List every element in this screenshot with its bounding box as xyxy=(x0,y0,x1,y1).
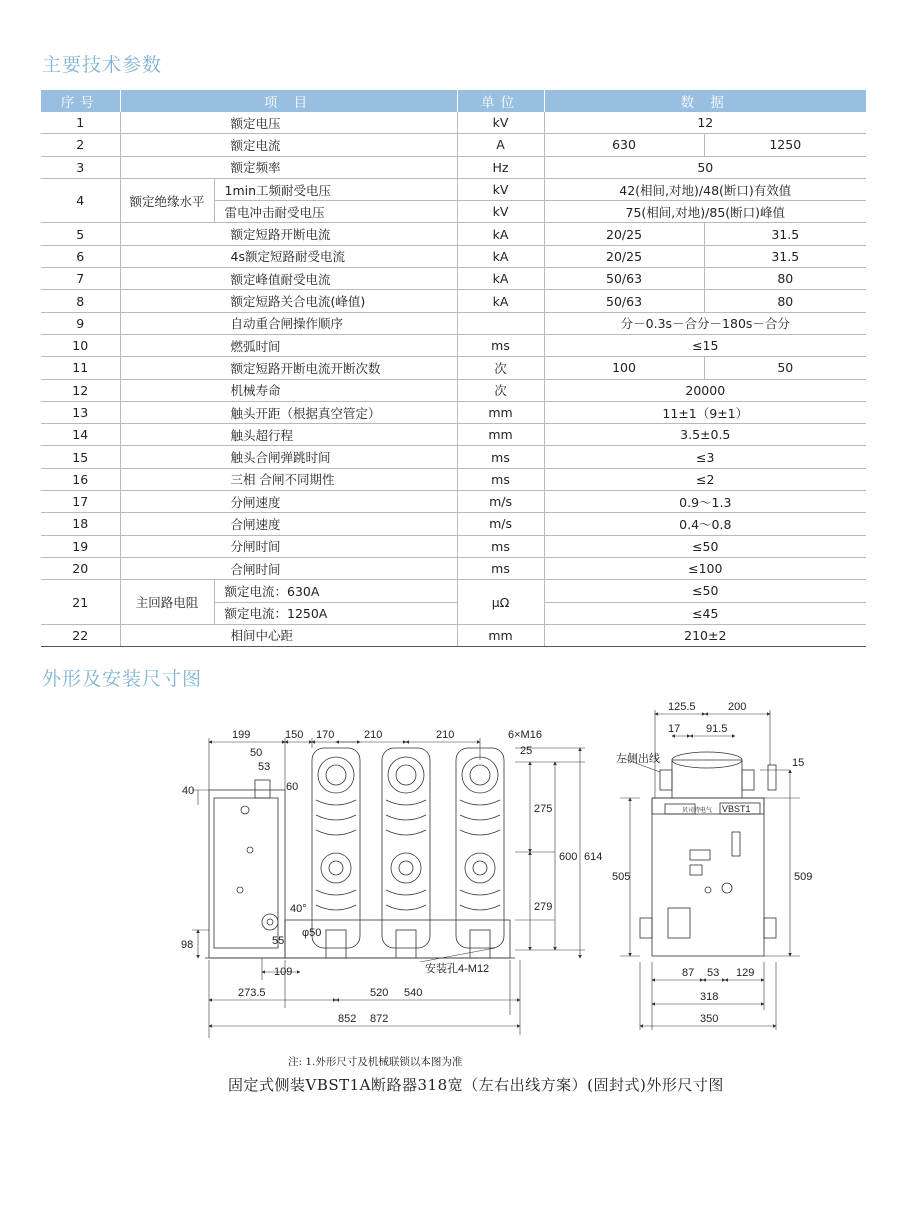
cell-unit: kV xyxy=(457,112,544,134)
table-row xyxy=(41,446,866,468)
cell-value: ≤50 xyxy=(544,535,866,557)
cell-value: 0.4～0.8 xyxy=(544,513,866,535)
cell-no: 3 xyxy=(41,156,120,178)
side-dim-15: 15 xyxy=(792,757,805,769)
cell-unit: ms xyxy=(457,535,544,557)
cell-unit: kV xyxy=(457,178,544,200)
table-row xyxy=(41,401,866,423)
side-dim-509: 509 xyxy=(794,871,813,883)
dim-98: 98 xyxy=(181,939,194,951)
table-row xyxy=(41,290,866,312)
cell-item: 额定短路关合电流(峰值) xyxy=(120,290,457,312)
cell-unit xyxy=(457,312,544,334)
base-frame xyxy=(285,920,510,958)
cell-item: 自动重合闸操作顺序 xyxy=(120,312,457,334)
table-row xyxy=(41,535,866,557)
cell-item: 雷电冲击耐受电压 xyxy=(214,201,457,223)
side-dim-125: 125.5 xyxy=(668,701,696,713)
cell-item: 相间中心距 xyxy=(120,624,457,646)
cell-item: 合闸速度 xyxy=(120,513,457,535)
side-dim-505: 505 xyxy=(612,871,631,883)
drawing-caption: 固定式侧装VBST1A断路器318宽（左右出线方案）(固封式)外形尺寸图 xyxy=(228,1076,724,1094)
cell-value-1: 50/63 xyxy=(544,268,704,290)
cell-value: ≤100 xyxy=(544,557,866,579)
cell-value-2: 31.5 xyxy=(704,223,866,245)
cell-value-1: 50/63 xyxy=(544,290,704,312)
dim-109: 109 xyxy=(274,966,293,978)
cell-item: 合闸时间 xyxy=(120,557,457,579)
cell-value: ≤3 xyxy=(544,446,866,468)
table-row xyxy=(41,513,866,535)
cell-unit: kA xyxy=(457,245,544,267)
cell-no: 10 xyxy=(41,334,120,356)
cell-no: 20 xyxy=(41,557,120,579)
table-row xyxy=(41,557,866,579)
dim-520: 520 xyxy=(370,987,389,999)
dim-210-a: 210 xyxy=(364,729,383,741)
table-row xyxy=(41,334,866,356)
cell-unit: mm xyxy=(457,424,544,446)
cell-value-2: 1250 xyxy=(704,134,866,156)
cell-item: 额定电流 xyxy=(120,134,457,156)
side-dim-91: 91.5 xyxy=(706,723,728,735)
cell-item: 触头合闸弹跳时间 xyxy=(120,446,457,468)
cell-value-2: 80 xyxy=(704,290,866,312)
cell-item: 触头开距（根据真空管定） xyxy=(120,401,457,423)
table-row xyxy=(41,312,866,334)
dim-872: 872 xyxy=(370,1013,389,1025)
cell-item: 额定频率 xyxy=(120,156,457,178)
dim-25: 25 xyxy=(520,745,533,757)
cell-no: 22 xyxy=(41,624,120,646)
cell-item: 触头超行程 xyxy=(120,424,457,446)
dim-540: 540 xyxy=(404,987,423,999)
cell-no: 11 xyxy=(41,357,120,379)
dim-600: 600 xyxy=(559,851,578,863)
cell-value-2: 50 xyxy=(704,357,866,379)
cell-unit: ms xyxy=(457,334,544,356)
cell-item: 4s额定短路耐受电流 xyxy=(120,245,457,267)
cell-no: 9 xyxy=(41,312,120,334)
dim-40: 40 xyxy=(182,785,195,797)
cell-item: 额定短路开断电流开断次数 xyxy=(120,357,457,379)
cell-item: 分闸时间 xyxy=(120,535,457,557)
table-row xyxy=(41,268,866,290)
cell-no: 13 xyxy=(41,401,120,423)
dimension-drawing xyxy=(0,690,900,1050)
table-row xyxy=(41,357,866,379)
dim-275: 275 xyxy=(534,803,553,815)
dim-210-b: 210 xyxy=(436,729,455,741)
cell-no: 8 xyxy=(41,290,120,312)
cell-no: 17 xyxy=(41,491,120,513)
cell-unit: 次 xyxy=(457,357,544,379)
table-row xyxy=(41,134,866,156)
brand-label: 贝司特电气 xyxy=(682,808,713,814)
section-title-dimensions: 外形及安装尺寸图 xyxy=(42,668,203,690)
table-row xyxy=(41,424,866,446)
cell-no: 1 xyxy=(41,112,120,134)
cell-value: 20000 xyxy=(544,379,866,401)
cell-no: 14 xyxy=(41,424,120,446)
dim-273: 273.5 xyxy=(238,987,266,999)
dim-852: 852 xyxy=(338,1013,357,1025)
dim-angle-40: 40° xyxy=(290,903,307,915)
cell-item: 燃弧时间 xyxy=(120,334,457,356)
header-unit: 单位 xyxy=(457,90,544,112)
cell-no: 18 xyxy=(41,513,120,535)
cell-unit: ms xyxy=(457,468,544,490)
side-dim-87: 87 xyxy=(682,967,695,979)
cell-value-2: 31.5 xyxy=(704,245,866,267)
cell-no: 4 xyxy=(41,178,120,223)
cell-unit: kV xyxy=(457,201,544,223)
spec-table xyxy=(41,90,866,647)
cell-unit: A xyxy=(457,134,544,156)
cell-value: 分－0.3s－合分－180s－合分 xyxy=(544,312,866,334)
table-row xyxy=(41,491,866,513)
cell-no: 16 xyxy=(41,468,120,490)
cell-unit: mm xyxy=(457,624,544,646)
cell-group: 主回路电阻 xyxy=(120,580,214,625)
cell-no: 15 xyxy=(41,446,120,468)
section-title-specs: 主要技术参数 xyxy=(42,54,163,76)
cell-value: 42(相间,对地)/48(断口)有效值 xyxy=(544,178,866,200)
dim-279: 279 xyxy=(534,901,553,913)
side-housing xyxy=(652,798,764,956)
nameplate-label: VBST1 xyxy=(722,804,751,814)
cell-unit: Hz xyxy=(457,156,544,178)
cell-value: 3.5±0.5 xyxy=(544,424,866,446)
cell-unit: kA xyxy=(457,268,544,290)
cell-item: 额定短路开断电流 xyxy=(120,223,457,245)
side-dim-350: 350 xyxy=(700,1013,719,1025)
cell-no: 7 xyxy=(41,268,120,290)
dim-phi50: φ50 xyxy=(302,927,322,939)
table-header-row xyxy=(41,90,866,112)
table-row xyxy=(41,178,866,200)
cell-no: 19 xyxy=(41,535,120,557)
dim-53: 53 xyxy=(258,761,271,773)
cell-item: 额定电流：630A xyxy=(214,580,457,602)
cell-unit: 次 xyxy=(457,379,544,401)
cell-item: 额定电压 xyxy=(120,112,457,134)
mechanism-housing xyxy=(209,790,285,958)
cell-group: 额定绝缘水平 xyxy=(120,178,214,223)
install-hole-label: 安装孔4-M12 xyxy=(425,963,490,975)
cell-item: 三相 合闸不同期性 xyxy=(120,468,457,490)
dim-614: 614 xyxy=(584,851,603,863)
cell-unit: kA xyxy=(457,290,544,312)
table-row xyxy=(41,468,866,490)
dim-50: 50 xyxy=(250,747,263,759)
pole-3 xyxy=(456,748,504,958)
side-dim-129: 129 xyxy=(736,967,755,979)
cell-value: 12 xyxy=(544,112,866,134)
cell-value-1: 100 xyxy=(544,357,704,379)
cell-unit: m/s xyxy=(457,513,544,535)
header-item: 项 目 xyxy=(120,90,457,112)
cell-item: 机械寿命 xyxy=(120,379,457,401)
dim-60: 60 xyxy=(286,781,299,793)
cell-no: 21 xyxy=(41,580,120,625)
cell-unit: ms xyxy=(457,557,544,579)
table-row xyxy=(41,379,866,401)
cell-value-1: 630 xyxy=(544,134,704,156)
header-data: 数 据 xyxy=(544,90,866,112)
table-row xyxy=(41,223,866,245)
cell-no: 6 xyxy=(41,245,120,267)
cell-unit: ms xyxy=(457,446,544,468)
cell-value: ≤50 xyxy=(544,580,866,602)
cell-unit: m/s xyxy=(457,491,544,513)
dim-150: 150 xyxy=(285,729,304,741)
cell-value: 50 xyxy=(544,156,866,178)
cell-item: 额定电流：1250A xyxy=(214,602,457,624)
dim-170: 170 xyxy=(316,729,335,741)
cell-item: 分闸速度 xyxy=(120,491,457,513)
cell-unit: μΩ xyxy=(457,580,544,625)
cell-no: 5 xyxy=(41,223,120,245)
table-row xyxy=(41,245,866,267)
header-no: 序号 xyxy=(41,90,120,112)
cell-value: ≤45 xyxy=(544,602,866,624)
side-dim-17: 17 xyxy=(668,723,681,735)
table-row xyxy=(41,112,866,134)
side-dim-200: 200 xyxy=(728,701,747,713)
cell-value-1: 20/25 xyxy=(544,245,704,267)
table-row xyxy=(41,624,866,646)
cell-item: 1min工频耐受电压 xyxy=(214,178,457,200)
cell-value: 0.9～1.3 xyxy=(544,491,866,513)
cell-no: 12 xyxy=(41,379,120,401)
side-dim-53: 53 xyxy=(707,967,720,979)
table-row xyxy=(41,580,866,602)
cell-value-1: 20/25 xyxy=(544,223,704,245)
cell-value-2: 80 xyxy=(704,268,866,290)
side-dim-318: 318 xyxy=(700,991,719,1003)
cell-value: ≤2 xyxy=(544,468,866,490)
cell-item: 额定峰值耐受电流 xyxy=(120,268,457,290)
cell-no: 2 xyxy=(41,134,120,156)
cell-unit: mm xyxy=(457,401,544,423)
cell-value: ≤15 xyxy=(544,334,866,356)
cell-unit: kA xyxy=(457,223,544,245)
dim-55: 55 xyxy=(272,935,285,947)
pole-2 xyxy=(382,748,430,958)
cell-value: 11±1（9±1） xyxy=(544,401,866,423)
drawing-note: 注: 1.外形尺寸及机械联锁以本图为准 xyxy=(288,1056,463,1068)
dim-199: 199 xyxy=(232,729,251,741)
cell-value: 75(相间,对地)/85(断口)峰值 xyxy=(544,201,866,223)
cell-value: 210±2 xyxy=(544,624,866,646)
table-row xyxy=(41,156,866,178)
dim-thread: 6×M16 xyxy=(508,729,542,741)
side-left-outlet: 左侧出线 xyxy=(616,753,660,765)
